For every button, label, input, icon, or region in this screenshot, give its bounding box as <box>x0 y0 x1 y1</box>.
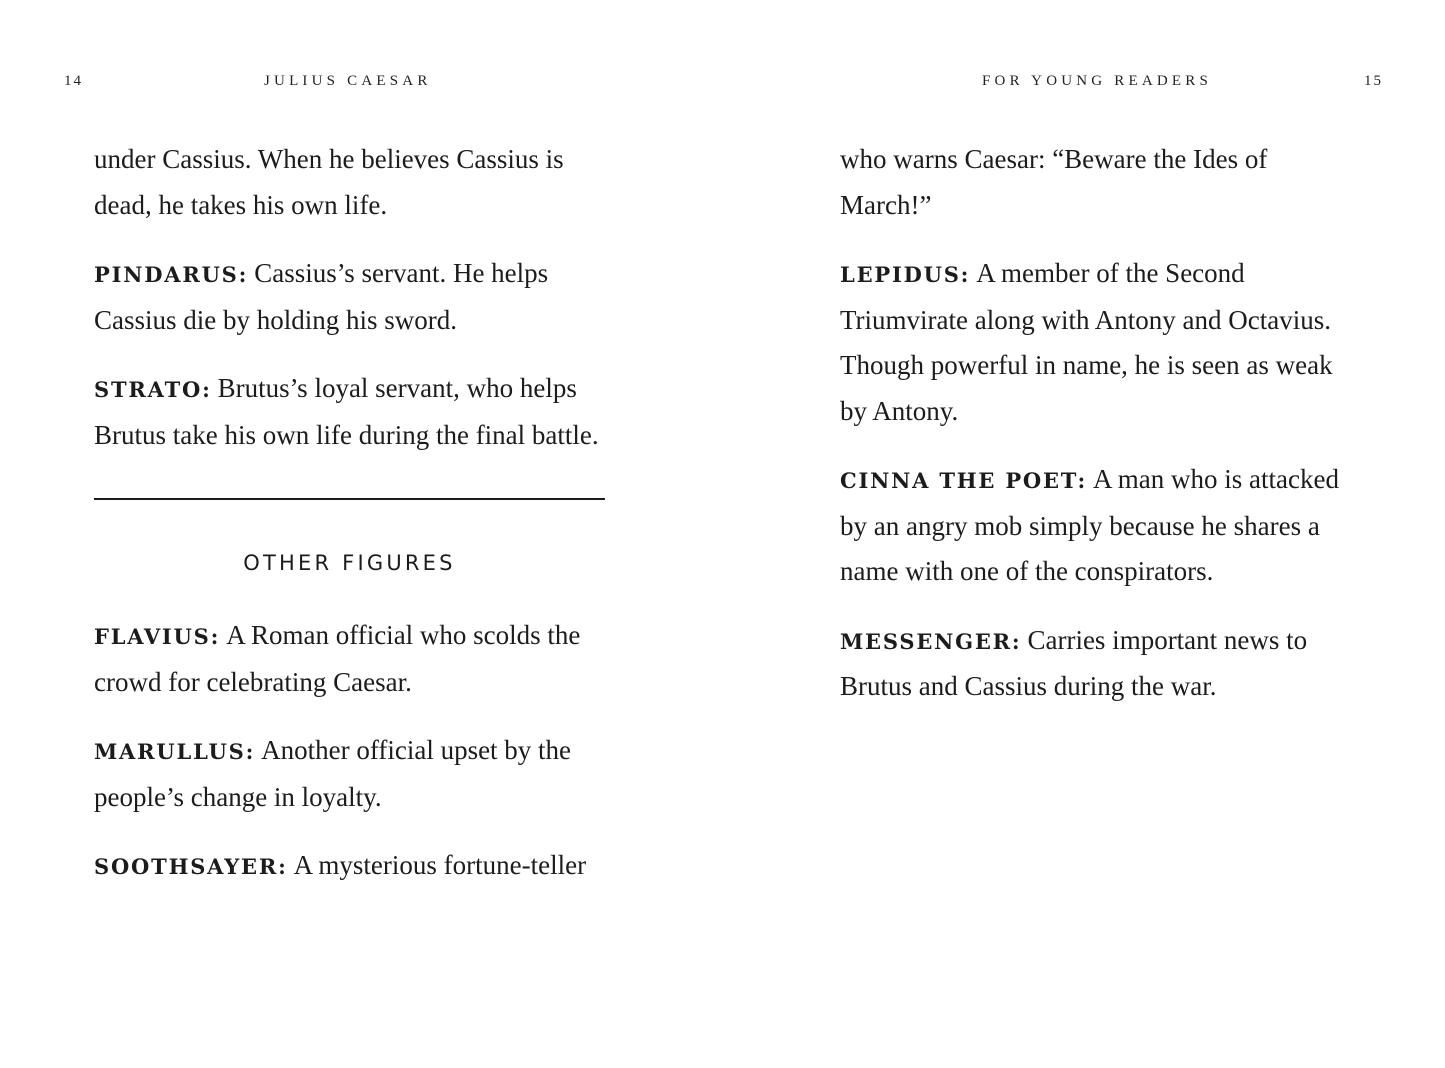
character-name: MESSENGER: <box>840 628 1022 654</box>
page-body <box>94 137 614 913</box>
character-entry-pindarus <box>94 251 614 343</box>
section-divider <box>94 498 605 500</box>
character-name: STRATO: <box>94 377 212 402</box>
character-name: CINNA THE POET: <box>840 468 1088 493</box>
character-description: Carries important news to Brutus and Cassius during the war. <box>840 624 1308 701</box>
character-name: MARULLUS: <box>94 739 256 764</box>
page-number: 14 <box>64 73 83 89</box>
character-description: A mysterious fortune-teller <box>293 850 587 880</box>
character-entry-soothsayer <box>94 843 614 890</box>
left-page <box>0 0 722 1068</box>
running-head: FOR YOUNG READERS <box>982 73 1213 89</box>
character-entry-cinna-the-poet <box>840 457 1360 595</box>
character-description: A Roman official who scolds the crowd for celebrating Caesar. <box>94 620 581 697</box>
character-name: LEPIDUS: <box>840 262 971 287</box>
character-name: PINDARUS: <box>94 262 249 287</box>
character-description: A man who is attacked by an angry mob simply because he shares a name with one of the conspirators. <box>840 464 1339 586</box>
continued-paragraph: under Cassius. When he believes Cassius is dead, he takes his own life. <box>94 144 564 220</box>
character-name: FLAVIUS: <box>94 624 221 649</box>
page-body <box>840 137 1360 733</box>
running-head: JULIUS CAESAR <box>264 73 432 89</box>
character-entry-strato <box>94 366 614 458</box>
character-description: Another official upset by the people’s change in loyalty. <box>94 735 572 812</box>
character-description: Cassius’s servant. He helps Cassius die by holding his sword. <box>94 258 549 335</box>
character-entry-messenger <box>840 618 1360 710</box>
character-description: A member of the Second Triumvirate along with Antony and Octavius. Though powerful in name, he is seen as weak by Antony. <box>840 258 1333 426</box>
section-heading: OTHER FIGURES <box>243 551 456 575</box>
character-entry-lepidus <box>840 251 1360 434</box>
character-description: Brutus’s loyal servant, who helps Brutus take his own life during the final battle. <box>94 373 599 450</box>
continued-paragraph: who warns Caesar: “Beware the Ides of March!” <box>840 144 1268 220</box>
right-page <box>722 0 1445 1068</box>
page-number: 15 <box>1364 73 1383 89</box>
character-name: SOOTHSAYER: <box>94 854 288 879</box>
character-entry-marullus <box>94 728 614 820</box>
character-entry-flavius <box>94 613 614 705</box>
